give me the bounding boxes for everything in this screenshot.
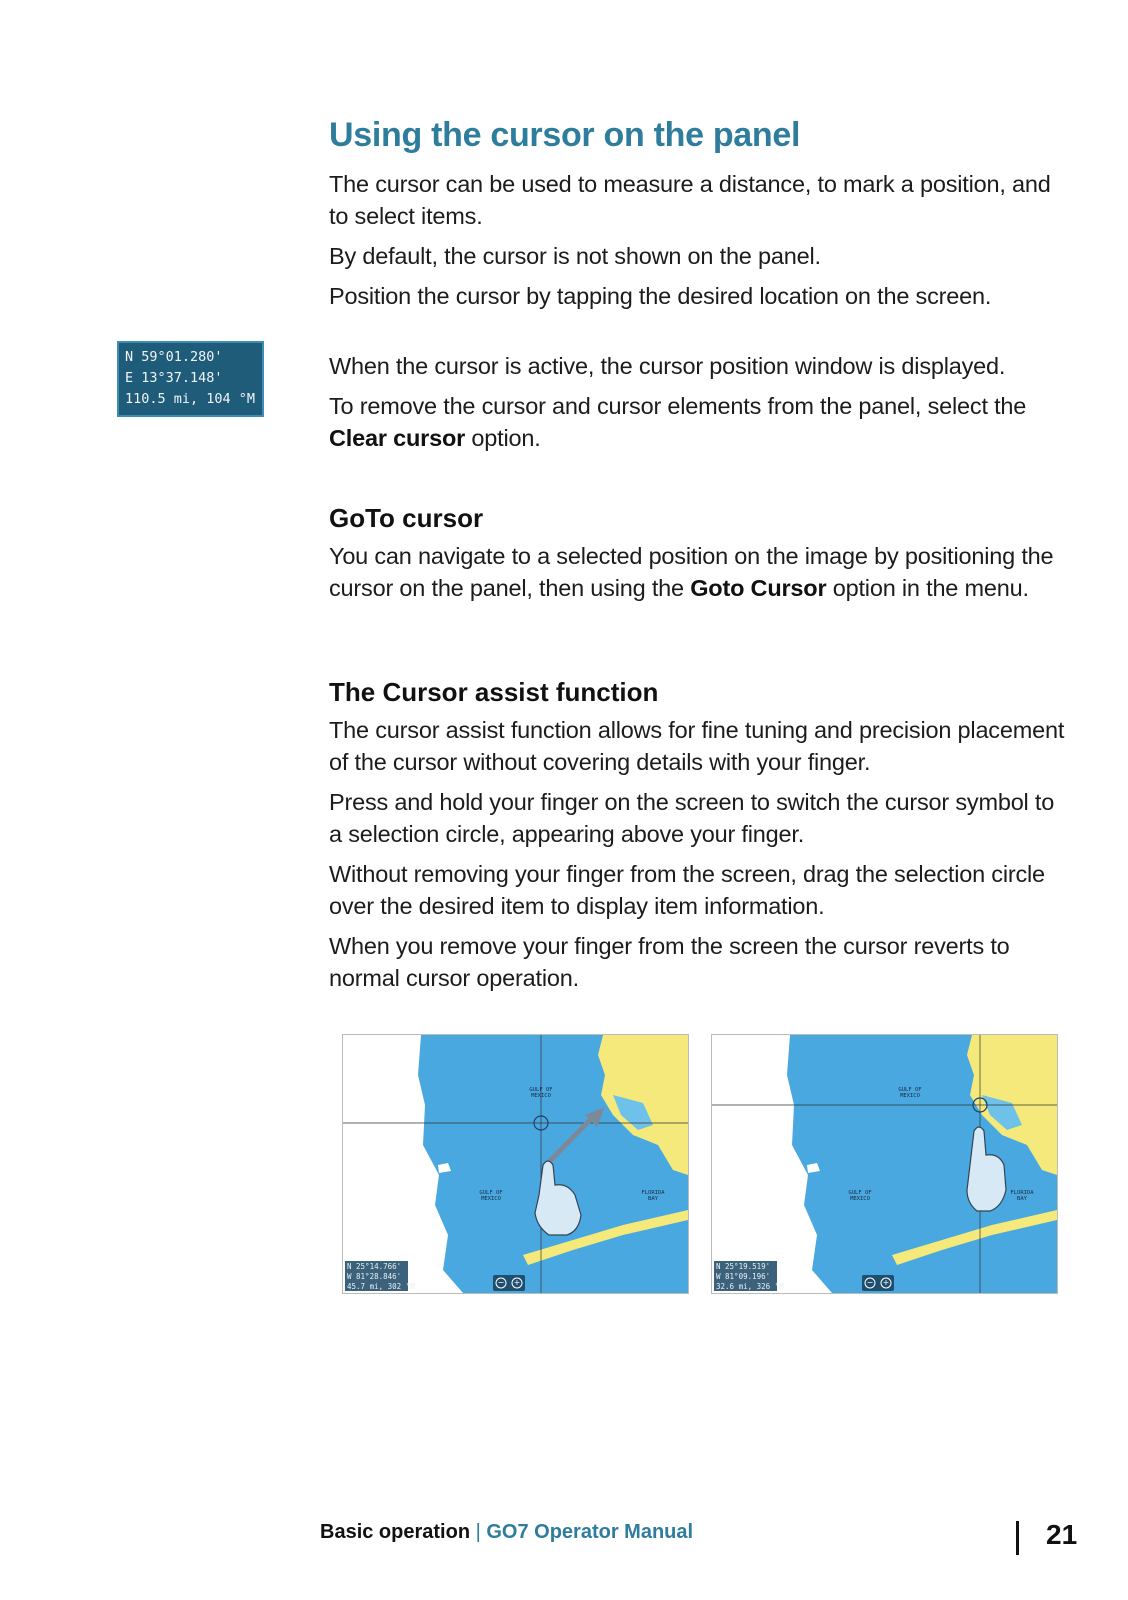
chart-map-graphic xyxy=(712,1035,1057,1293)
svg-text:−: − xyxy=(497,1278,505,1287)
map-readout-lat: N 25°19.519' xyxy=(716,1262,771,1271)
page-number-divider xyxy=(1016,1521,1019,1555)
intro-paragraph-3: Position the cursor by tapping the desired location on the screen. xyxy=(329,283,992,309)
intro-section xyxy=(329,168,1069,312)
clear-cursor-text-end: option. xyxy=(465,425,541,451)
goto-text-end: option in the menu. xyxy=(826,575,1029,601)
intro-paragraph-1: The cursor can be used to measure a distance, to mark a position, and to select items. xyxy=(329,171,1051,229)
map-readout-lon: W 81°09.196' xyxy=(716,1272,771,1281)
chart-screenshot-drag xyxy=(342,1034,689,1294)
cursor-position-window xyxy=(117,341,264,417)
page-number: 21 xyxy=(1046,1519,1078,1550)
goto-cursor-option: Goto Cursor xyxy=(690,575,827,601)
goto-paragraph xyxy=(329,540,1069,604)
footer-section: Basic operation xyxy=(320,1521,471,1543)
clear-cursor-option: Clear cursor xyxy=(329,425,466,451)
intro-paragraph-2: By default, the cursor is not shown on the panel. xyxy=(329,243,821,269)
assist-paragraph-3: Without removing your finger from the screen, drag the selection circle over the desired item to display item information. xyxy=(329,861,1045,919)
clear-cursor-paragraph xyxy=(329,390,1069,454)
svg-text:+: + xyxy=(513,1278,521,1287)
assist-paragraph-4: When you remove your finger from the screen the cursor reverts to normal cursor operation. xyxy=(329,933,1010,991)
svg-text:+: + xyxy=(882,1278,890,1287)
map-label-florida-bay: FLORIDA BAY xyxy=(641,1190,665,1202)
map-readout-lat: N 25°14.766' xyxy=(347,1262,402,1271)
clear-cursor-text: To remove the cursor and cursor elements from the panel, select the xyxy=(329,393,1027,419)
goto-section xyxy=(329,503,1069,604)
map-label-florida-bay: FLORIDA BAY xyxy=(1010,1190,1034,1202)
map-label-gulf-mid: GULF OF MEXICO xyxy=(479,1190,503,1202)
goto-text: You can navigate to a selected position on the image by positioning the cursor on the panel, then using the xyxy=(329,543,1054,601)
assist-paragraph-1: The cursor assist function allows for fine tuning and precision placement of the cursor without covering details with your finger. xyxy=(329,717,1065,775)
map-readout-lon: W 81°28.846' xyxy=(347,1272,402,1281)
map-label-gulf-mid: GULF OF MEXICO xyxy=(848,1190,872,1202)
map-cursor-readout xyxy=(714,1261,784,1291)
svg-text:−: − xyxy=(866,1278,874,1287)
cursor-latitude: N 59°01.280' xyxy=(125,349,223,365)
map-readout-range: 45.7 mi, 302 °M xyxy=(347,1282,415,1291)
map-cursor-readout xyxy=(345,1261,415,1291)
footer-manual-title: GO7 Operator Manual xyxy=(486,1521,694,1543)
map-readout-range: 32.6 mi, 326 °M xyxy=(716,1282,784,1291)
assist-section xyxy=(329,677,1069,994)
map-label-gulf-top: GULF OF MEXICO xyxy=(898,1087,922,1099)
footer-separator: | xyxy=(470,1521,487,1543)
assist-paragraph-2: Press and hold your finger on the screen to switch the cursor symbol to a selection circle, appearing above your finger. xyxy=(329,789,1055,847)
cursor-distance-bearing: 110.5 mi, 104 °M xyxy=(125,391,256,407)
cursor-active-section xyxy=(329,350,1069,454)
cursor-longitude: E 13°37.148' xyxy=(125,370,223,386)
page-title: Using the cursor on the panel xyxy=(329,116,801,154)
chart-map-graphic xyxy=(343,1035,688,1293)
cursor-active-paragraph: When the cursor is active, the cursor position window is displayed. xyxy=(329,353,1006,379)
map-label-gulf-top: GULF OF MEXICO xyxy=(529,1087,553,1099)
page-footer xyxy=(320,1521,693,1544)
goto-heading: GoTo cursor xyxy=(329,503,484,533)
chart-screenshot-placed xyxy=(711,1034,1058,1294)
assist-heading: The Cursor assist function xyxy=(329,677,659,707)
